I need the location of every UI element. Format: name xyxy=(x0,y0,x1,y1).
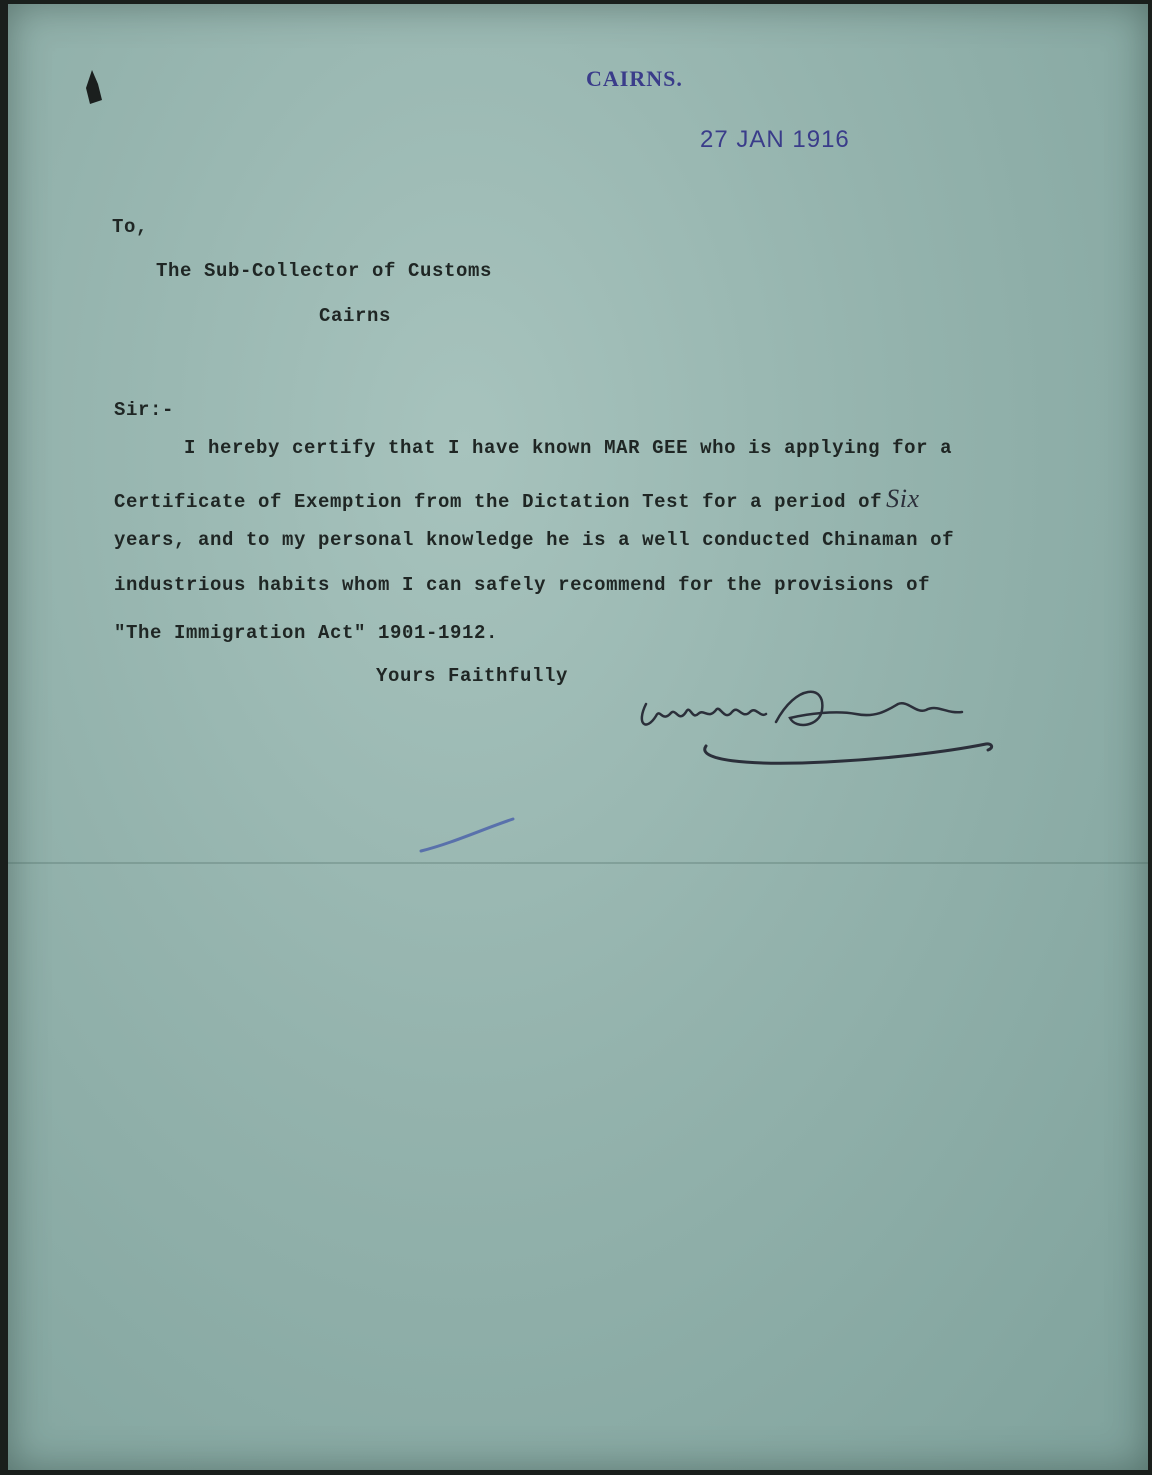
ink-stroke-mark xyxy=(413,809,523,859)
addressee-city: Cairns xyxy=(319,305,392,327)
body-line-3: years, and to my personal knowledge he is a well conducted Chinaman of xyxy=(114,529,955,551)
signature xyxy=(626,674,1006,784)
pin-hole-mark xyxy=(78,66,108,106)
addressee-to: To, xyxy=(112,216,149,238)
salutation: Sir:- xyxy=(114,399,175,421)
body-line-4: industrious habits whom I can safely recommend for the provisions of xyxy=(114,574,931,596)
addressee-name: The Sub-Collector of Customs xyxy=(156,260,493,282)
body-line-2-text: Certificate of Exemption from the Dictation Test for a period of xyxy=(114,491,883,513)
handwritten-period: Six xyxy=(886,484,920,513)
place-stamp: CAIRNS. xyxy=(586,66,683,91)
body-line-2 xyxy=(114,484,920,514)
paper-fold-line xyxy=(8,862,1148,864)
body-line-1: I hereby certify that I have known MAR GEE who is applying for a xyxy=(184,437,953,459)
body-line-5: "The Immigration Act" 1901-1912. xyxy=(114,622,499,644)
letter-page xyxy=(8,4,1148,1470)
closing: Yours Faithfully xyxy=(376,665,569,687)
date-stamp: 27 JAN 1916 xyxy=(700,126,850,153)
